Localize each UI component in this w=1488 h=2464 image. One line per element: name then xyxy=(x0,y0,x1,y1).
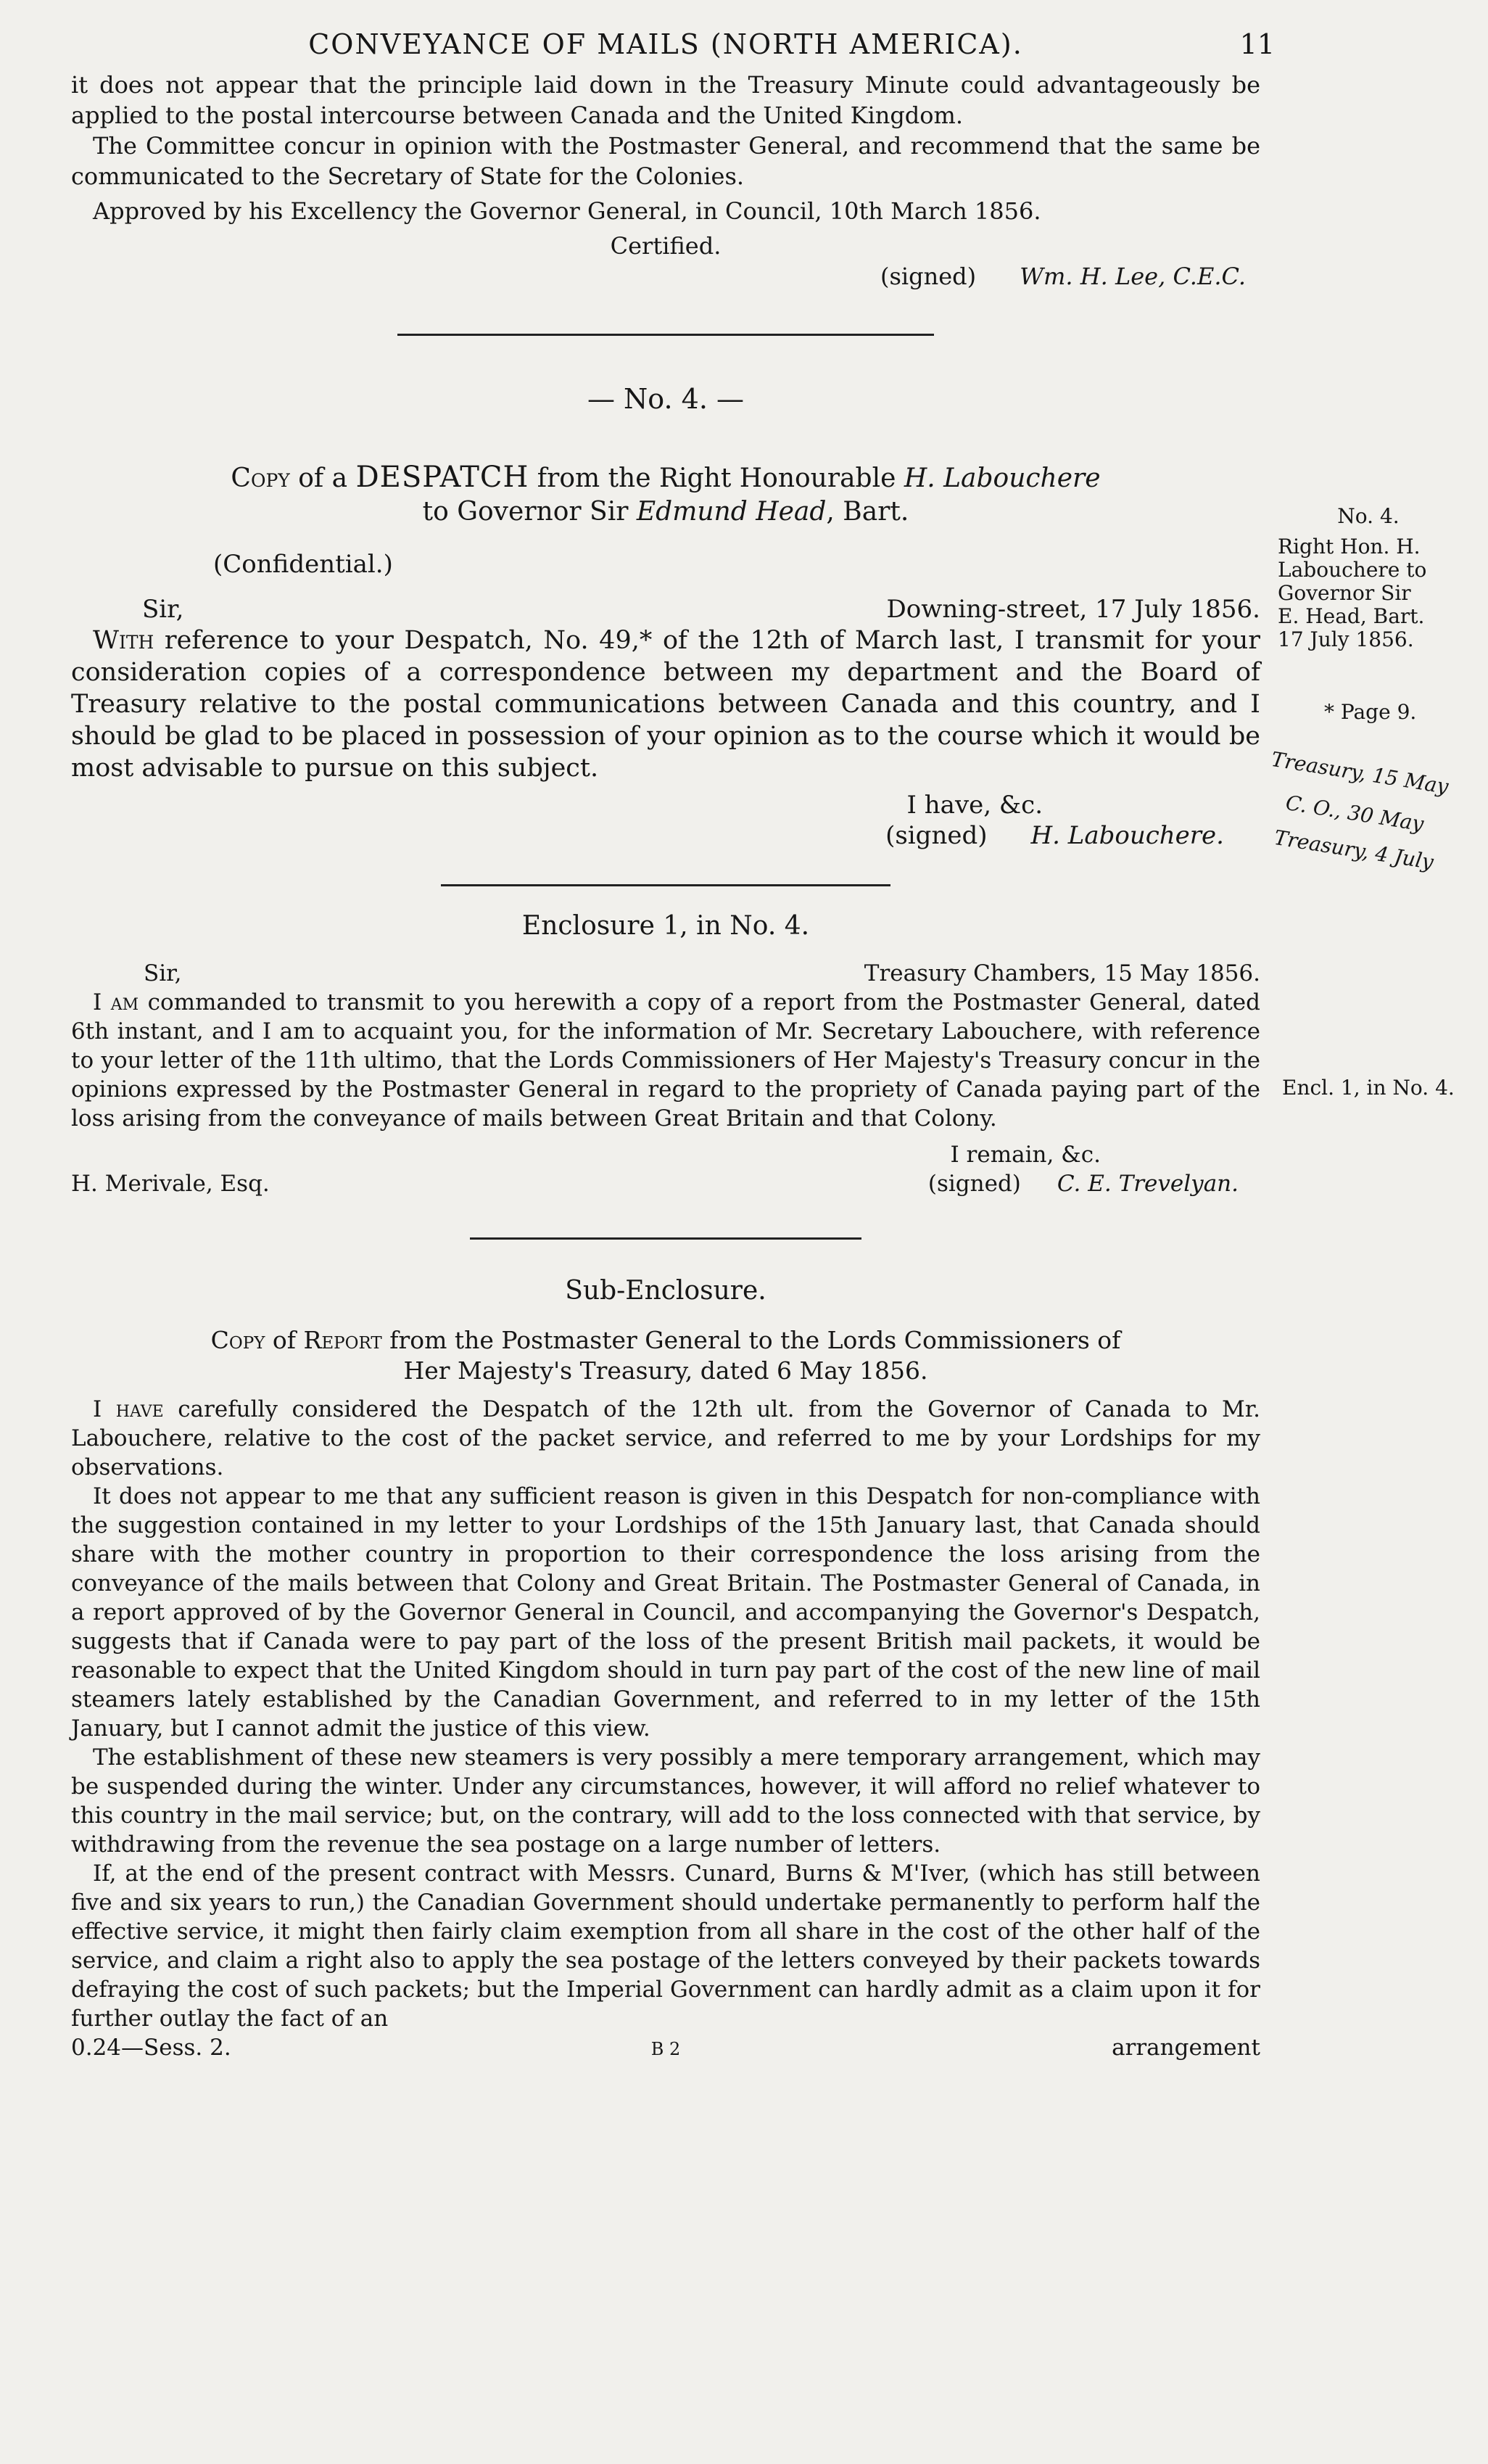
despatch-signature xyxy=(71,820,1224,851)
margin-ref-treasury-may: Treasury, 15 May xyxy=(1269,747,1450,799)
title-copy-word: Copy xyxy=(231,463,290,493)
despatch-body xyxy=(71,625,1260,784)
section-number-heading: — No. 4. — xyxy=(587,383,745,415)
opening-signature xyxy=(71,261,1246,292)
title-report-word: Report xyxy=(303,1326,382,1354)
page-number: 11 xyxy=(1239,28,1275,60)
report-paragraph-4: If, at the end of the present contract with Messrs. Cunard, Burns & M'Iver, (which has still between five and six years to run,) the Canadian Government should undertake permanently to perform half the effective service, it might then fairly claim exemption from all share in the cost of the other half of the service, and claim a right also to apply the sea postage of the letters conveyed by their packets towards defraying the cost of such packets; but the Imperial Government can hardly admit as a claim upon it for further outlay the fact of an xyxy=(71,1861,1260,2032)
header-title: CONVEYANCE OF MAILS (NORTH AMERICA). xyxy=(308,28,1023,60)
enclosure-heading: Enclosure 1, in No. 4. xyxy=(521,911,810,941)
letter-header xyxy=(71,959,1260,988)
title-sender: H. Labouchere xyxy=(904,463,1101,493)
salutation: Sir, xyxy=(144,960,182,986)
section-divider xyxy=(397,334,934,336)
approval-line: Approved by his Excellency the Governor General, in Council, 10th March 1856. xyxy=(93,197,1041,225)
report-paragraph-2: It does not appear to me that any sufficient reason is given in this Despatch for non-compliance with the suggestion contained in my letter to your Lordships of the 15th January last, that Canada should share with the mother country in proportion to their correspondence the loss arising from the conveyance of the mails between that Colony and Great Britain. The Postmaster General of Canada, in a report approved of by the Governor General in Council, and accompanying the Governor's Despatch, suggests that if Canada were to pay part of the loss of the present British mail packets, it would be reasonable to expect that the United Kingdom should in turn pay part of the cost of the new line of mail steamers lately established by the Canadian Government, and referred to in my letter of the 15th January, but I cannot admit the justice of this view. xyxy=(71,1483,1260,1742)
report-paragraph-1 xyxy=(71,1395,1260,1482)
footer-sessional-number: 0.24—Sess. 2. xyxy=(71,2035,231,2061)
enclosure-signature-row xyxy=(71,1169,1260,1198)
title-text: from the Postmaster General to the Lords Commissioners of xyxy=(381,1326,1121,1354)
lead-word: With xyxy=(93,626,154,655)
signed-label: (signed) xyxy=(885,821,988,850)
body-text: commanded to transmit to you herewith a copy of a report from the Postmaster General, dated 6th instant, and I am to acquaint you, for the information of Mr. Secretary Labouchere, with reference to your letter of the 11th ultimo, that the Lords Commissioners of Her Majesty's Treasury concur in the opinions expressed by the Postmaster General in regard to the propriety of Canada paying part of the loss arising from the conveyance of mails between Great Britain and that Colony. xyxy=(71,989,1260,1132)
despatch-closing: I have, &c. xyxy=(906,791,1043,820)
opening-paragraph-1: it does not appear that the principle laid down in the Treasury Minute could advantageously be applied to the postal intercourse between Canada and the United Kingdom. xyxy=(71,71,1260,129)
margin-page-ref: * Page 9. xyxy=(1324,700,1417,724)
title-despatch-word: DESPATCH xyxy=(355,461,529,494)
despatch-title xyxy=(71,461,1260,529)
footer-signature-mark: B 2 xyxy=(650,2039,681,2059)
title-copy-word: Copy xyxy=(210,1326,265,1354)
signer-name: Wm. H. Lee, C.E.C. xyxy=(1020,263,1246,290)
signed-label: (signed) xyxy=(880,263,977,290)
report-paragraph-3: The establishment of these new steamers is very possibly a mere temporary arrangement, which may be suspended during the winter. Under any circumstances, however, it will afford no relief whatever to this country in the mail service; but, on the contrary, will add to the loss connected with that service, by withdrawing from the revenue the sea postage on a large number of letters. xyxy=(71,1744,1260,1858)
signer-name: H. Labouchere. xyxy=(1030,821,1224,850)
margin-no4-note: Right Hon. H. Labouchere to Governor Sir E. Head, Bart. 17 July 1856. xyxy=(1278,535,1427,651)
margin-encl-label: Encl. 1, in No. 4. xyxy=(1282,1076,1455,1100)
salutation: Sir, xyxy=(142,595,184,624)
body-text: reference to your Despatch, No. 49,* of the 12th of March last, I transmit for your consideration copies of a correspondence between my department and the Board of Treasury relative to the postal communications between Canada and this country, and I should be glad to be placed in possession of your opinion as to the course which it would be most advisable to pursue on this subject. xyxy=(71,626,1260,783)
body-text: carefully considered the Despatch of the 12th ult. from the Governor of Canada to Mr. Labouchere, relative to the cost of the packet service, and referred to me by your Lordships for my observations. xyxy=(71,1396,1260,1480)
signer-name: C. E. Trevelyan. xyxy=(1057,1171,1239,1197)
confidential-label: (Confidential.) xyxy=(213,550,393,579)
report-body xyxy=(71,1395,1260,2033)
margin-ref-colonial-office: C. O., 30 May xyxy=(1284,791,1426,836)
lead-word: I am xyxy=(93,989,139,1015)
title-text: , Bart. xyxy=(826,497,909,527)
opening-paragraph-2: The Committee concur in opinion with the Postmaster General, and recommend that the same be communicated to the Secretary of State for the Colonies. xyxy=(71,132,1260,190)
title-line-2: Her Majesty's Treasury, dated 6 May 1856. xyxy=(403,1356,928,1385)
page-header xyxy=(71,28,1275,70)
section-divider xyxy=(441,884,890,886)
signed-label: (signed) xyxy=(927,1171,1021,1197)
enclosure-body xyxy=(71,988,1260,1133)
page-footer xyxy=(71,2033,1260,2064)
title-text: from the Right Honourable xyxy=(529,463,904,493)
certified-line: Certified. xyxy=(610,232,722,260)
section-divider xyxy=(470,1237,861,1240)
place-date: Treasury Chambers, 15 May 1856. xyxy=(864,960,1260,986)
margin-no4-label: No. 4. xyxy=(1337,504,1400,528)
enclosure-closing: I remain, &c. xyxy=(950,1142,1101,1168)
enclosure-letter xyxy=(71,959,1260,1198)
title-text: of a xyxy=(289,463,356,493)
report-title xyxy=(71,1325,1260,1386)
lead-word: I have xyxy=(93,1396,164,1422)
main-text-column xyxy=(71,28,1275,2064)
title-text: to Governor Sir xyxy=(422,497,637,527)
addressee: H. Merivale, Esq. xyxy=(71,1171,270,1197)
place-date: Downing-street, 17 July 1856. xyxy=(886,595,1260,624)
letter-header xyxy=(71,594,1260,625)
subenclosure-heading: Sub-Enclosure. xyxy=(565,1276,766,1306)
title-text: of xyxy=(265,1326,304,1354)
footer-catchword: arrangement xyxy=(1112,2035,1260,2061)
margin-ref-treasury-july: Treasury, 4 July xyxy=(1272,825,1436,875)
title-recipient: Edmund Head xyxy=(636,497,827,527)
